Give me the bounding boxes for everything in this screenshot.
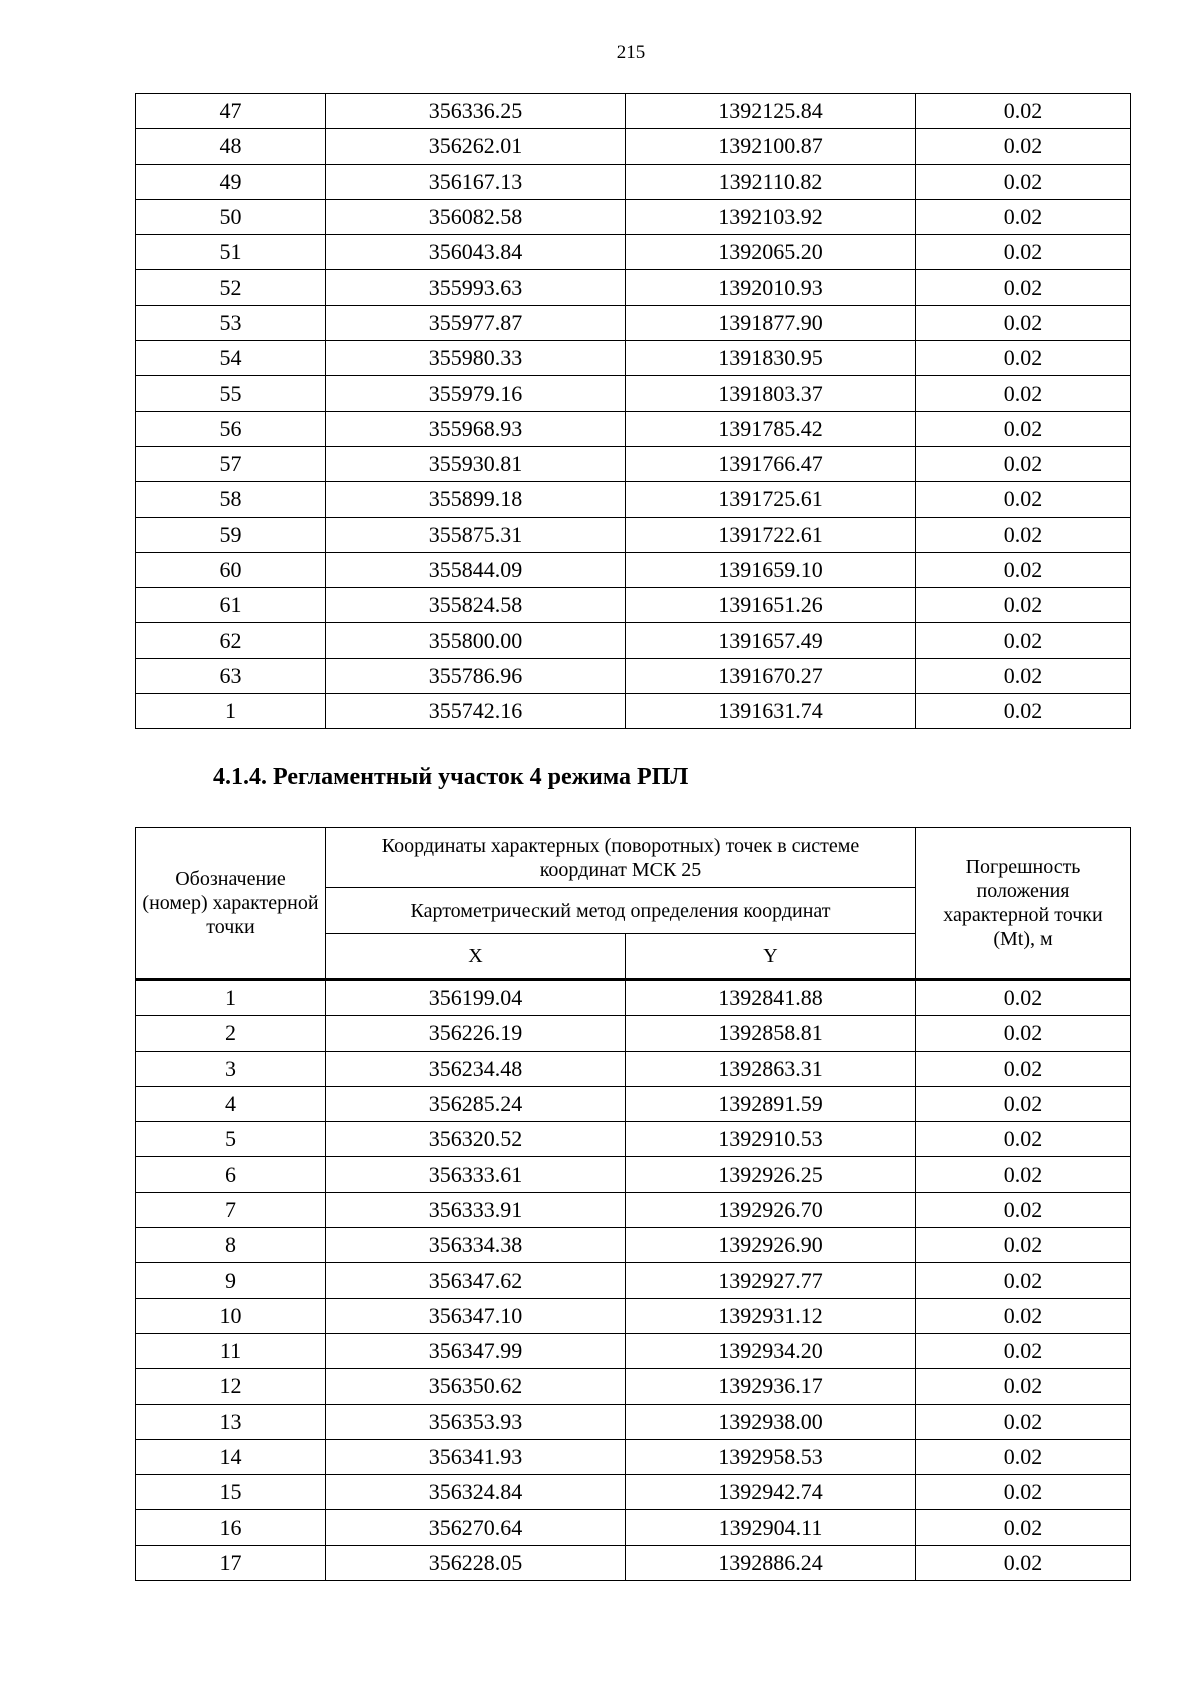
x-coordinate-cell: 356333.61 (326, 1157, 626, 1192)
x-coordinate-cell: 356347.10 (326, 1298, 626, 1333)
y-coordinate-cell: 1392103.92 (626, 199, 916, 234)
point-number-cell: 15 (136, 1475, 326, 1510)
x-coordinate-cell: 356228.05 (326, 1545, 626, 1580)
y-coordinate-cell: 1392125.84 (626, 94, 916, 129)
error-cell: 0.02 (916, 1545, 1131, 1580)
y-coordinate-cell: 1392100.87 (626, 129, 916, 164)
point-number-cell: 4 (136, 1086, 326, 1121)
error-cell: 0.02 (916, 376, 1131, 411)
x-coordinate-cell: 356334.38 (326, 1228, 626, 1263)
y-coordinate-cell: 1392958.53 (626, 1439, 916, 1474)
y-coordinate-cell: 1392926.25 (626, 1157, 916, 1192)
error-cell: 0.02 (916, 482, 1131, 517)
table-row (136, 1228, 1131, 1263)
y-coordinate-cell: 1391659.10 (626, 552, 916, 587)
y-coordinate-cell: 1391766.47 (626, 446, 916, 481)
point-number-cell: 51 (136, 235, 326, 270)
header-error: Погрешность положения характерной точки (Mt), м (916, 828, 1131, 980)
error-cell: 0.02 (916, 129, 1131, 164)
point-number-cell: 12 (136, 1369, 326, 1404)
x-coordinate-cell: 355979.16 (326, 376, 626, 411)
error-cell: 0.02 (916, 1016, 1131, 1051)
error-cell: 0.02 (916, 235, 1131, 270)
error-cell: 0.02 (916, 517, 1131, 552)
point-number-cell: 49 (136, 164, 326, 199)
header-y: Y (626, 934, 916, 980)
error-cell: 0.02 (916, 1086, 1131, 1121)
y-coordinate-cell: 1391830.95 (626, 341, 916, 376)
point-number-cell: 52 (136, 270, 326, 305)
error-cell: 0.02 (916, 1439, 1131, 1474)
x-coordinate-cell: 356333.91 (326, 1192, 626, 1227)
x-coordinate-cell: 355977.87 (326, 305, 626, 340)
error-cell: 0.02 (916, 1298, 1131, 1333)
table-row (136, 1192, 1131, 1227)
table-row (136, 1369, 1131, 1404)
y-coordinate-cell: 1392942.74 (626, 1475, 916, 1510)
header-x: X (326, 934, 626, 980)
error-cell: 0.02 (916, 623, 1131, 658)
y-coordinate-cell: 1391670.27 (626, 658, 916, 693)
y-coordinate-cell: 1392065.20 (626, 235, 916, 270)
point-number-cell: 16 (136, 1510, 326, 1545)
y-coordinate-cell: 1392858.81 (626, 1016, 916, 1051)
error-cell: 0.02 (916, 1510, 1131, 1545)
point-number-cell: 14 (136, 1439, 326, 1474)
table-row (136, 1016, 1131, 1051)
point-number-cell: 57 (136, 446, 326, 481)
x-coordinate-cell: 356167.13 (326, 164, 626, 199)
point-number-cell: 48 (136, 129, 326, 164)
point-number-cell: 7 (136, 1192, 326, 1227)
error-cell: 0.02 (916, 1157, 1131, 1192)
error-cell: 0.02 (916, 305, 1131, 340)
section-heading: 4.1.4. Регламентный участок 4 режима РПЛ (213, 764, 689, 790)
y-coordinate-cell: 1391651.26 (626, 588, 916, 623)
table-row (136, 411, 1131, 446)
point-number-cell: 9 (136, 1263, 326, 1298)
y-coordinate-cell: 1392010.93 (626, 270, 916, 305)
error-cell: 0.02 (916, 1263, 1131, 1298)
point-number-cell: 47 (136, 94, 326, 129)
y-coordinate-cell: 1392934.20 (626, 1333, 916, 1368)
point-number-cell: 55 (136, 376, 326, 411)
y-coordinate-cell: 1391631.74 (626, 694, 916, 729)
table-header (136, 828, 1131, 980)
x-coordinate-cell: 355980.33 (326, 341, 626, 376)
error-cell: 0.02 (916, 199, 1131, 234)
table-row (136, 446, 1131, 481)
table-row (136, 341, 1131, 376)
table-row (136, 376, 1131, 411)
header-method: Картометрический метод определения координат (326, 888, 916, 934)
point-number-cell: 13 (136, 1404, 326, 1439)
error-cell: 0.02 (916, 694, 1131, 729)
x-coordinate-cell: 356234.48 (326, 1051, 626, 1086)
point-number-cell: 63 (136, 658, 326, 693)
error-cell: 0.02 (916, 1404, 1131, 1439)
table-row (136, 1475, 1131, 1510)
error-cell: 0.02 (916, 1192, 1131, 1227)
x-coordinate-cell: 356347.62 (326, 1263, 626, 1298)
x-coordinate-cell: 356320.52 (326, 1122, 626, 1157)
y-coordinate-cell: 1392936.17 (626, 1369, 916, 1404)
y-coordinate-cell: 1391725.61 (626, 482, 916, 517)
table-row (136, 305, 1131, 340)
x-coordinate-cell: 355968.93 (326, 411, 626, 446)
y-coordinate-cell: 1392110.82 (626, 164, 916, 199)
header-point-designation: Обозначение (номер) характерной точки (136, 828, 326, 980)
x-coordinate-cell: 355875.31 (326, 517, 626, 552)
x-coordinate-cell: 356270.64 (326, 1510, 626, 1545)
y-coordinate-cell: 1392931.12 (626, 1298, 916, 1333)
y-coordinate-cell: 1392904.11 (626, 1510, 916, 1545)
x-coordinate-cell: 355930.81 (326, 446, 626, 481)
point-number-cell: 50 (136, 199, 326, 234)
error-cell: 0.02 (916, 1122, 1131, 1157)
y-coordinate-cell: 1391722.61 (626, 517, 916, 552)
x-coordinate-cell: 355800.00 (326, 623, 626, 658)
point-number-cell: 56 (136, 411, 326, 446)
x-coordinate-cell: 356324.84 (326, 1475, 626, 1510)
error-cell: 0.02 (916, 446, 1131, 481)
table-body (136, 94, 1131, 729)
point-number-cell: 54 (136, 341, 326, 376)
error-cell: 0.02 (916, 1475, 1131, 1510)
point-number-cell: 1 (136, 694, 326, 729)
point-number-cell: 61 (136, 588, 326, 623)
x-coordinate-cell: 355899.18 (326, 482, 626, 517)
x-coordinate-cell: 355824.58 (326, 588, 626, 623)
error-cell: 0.02 (916, 980, 1131, 1016)
x-coordinate-cell: 356226.19 (326, 1016, 626, 1051)
x-coordinate-cell: 356347.99 (326, 1333, 626, 1368)
x-coordinate-cell: 355844.09 (326, 552, 626, 587)
error-cell: 0.02 (916, 1333, 1131, 1368)
error-cell: 0.02 (916, 411, 1131, 446)
y-coordinate-cell: 1392926.90 (626, 1228, 916, 1263)
x-coordinate-cell: 356199.04 (326, 980, 626, 1016)
y-coordinate-cell: 1392841.88 (626, 980, 916, 1016)
x-coordinate-cell: 355993.63 (326, 270, 626, 305)
table-row (136, 129, 1131, 164)
point-number-cell: 10 (136, 1298, 326, 1333)
y-coordinate-cell: 1391785.42 (626, 411, 916, 446)
error-cell: 0.02 (916, 164, 1131, 199)
point-number-cell: 60 (136, 552, 326, 587)
y-coordinate-cell: 1391657.49 (626, 623, 916, 658)
table-row (136, 517, 1131, 552)
table-row (136, 1439, 1131, 1474)
error-cell: 0.02 (916, 658, 1131, 693)
point-number-cell: 59 (136, 517, 326, 552)
header-coordinates-title: Координаты характерных (поворотных) точек в системе координат МСК 25 (326, 828, 916, 888)
point-number-cell: 58 (136, 482, 326, 517)
y-coordinate-cell: 1392927.77 (626, 1263, 916, 1298)
table-row (136, 1510, 1131, 1545)
x-coordinate-cell: 355786.96 (326, 658, 626, 693)
table-row (136, 164, 1131, 199)
y-coordinate-cell: 1392891.59 (626, 1086, 916, 1121)
y-coordinate-cell: 1392910.53 (626, 1122, 916, 1157)
x-coordinate-cell: 355742.16 (326, 694, 626, 729)
table-row (136, 270, 1131, 305)
table-row (136, 1122, 1131, 1157)
table-row (136, 623, 1131, 658)
point-number-cell: 17 (136, 1545, 326, 1580)
table-body (136, 980, 1131, 1581)
table-row (136, 1545, 1131, 1580)
point-number-cell: 2 (136, 1016, 326, 1051)
point-number-cell: 3 (136, 1051, 326, 1086)
table-row (136, 1157, 1131, 1192)
table-row (136, 1404, 1131, 1439)
table-row (136, 694, 1131, 729)
table-row (136, 1263, 1131, 1298)
x-coordinate-cell: 356285.24 (326, 1086, 626, 1121)
point-number-cell: 6 (136, 1157, 326, 1192)
table-row (136, 482, 1131, 517)
y-coordinate-cell: 1392938.00 (626, 1404, 916, 1439)
error-cell: 0.02 (916, 588, 1131, 623)
x-coordinate-cell: 356353.93 (326, 1404, 626, 1439)
x-coordinate-cell: 356350.62 (326, 1369, 626, 1404)
error-cell: 0.02 (916, 94, 1131, 129)
x-coordinate-cell: 356082.58 (326, 199, 626, 234)
error-cell: 0.02 (916, 552, 1131, 587)
point-number-cell: 62 (136, 623, 326, 658)
table-row (136, 1298, 1131, 1333)
x-coordinate-cell: 356262.01 (326, 129, 626, 164)
table-row (136, 199, 1131, 234)
y-coordinate-cell: 1392863.31 (626, 1051, 916, 1086)
x-coordinate-cell: 356043.84 (326, 235, 626, 270)
coordinates-table-section-4 (135, 827, 1131, 1581)
table-row (136, 235, 1131, 270)
table-row (136, 94, 1131, 129)
table-row (136, 1086, 1131, 1121)
table-row (136, 1051, 1131, 1086)
x-coordinate-cell: 356336.25 (326, 94, 626, 129)
table-row (136, 658, 1131, 693)
table-row (136, 1333, 1131, 1368)
y-coordinate-cell: 1392886.24 (626, 1545, 916, 1580)
error-cell: 0.02 (916, 1369, 1131, 1404)
point-number-cell: 8 (136, 1228, 326, 1263)
error-cell: 0.02 (916, 270, 1131, 305)
point-number-cell: 53 (136, 305, 326, 340)
error-cell: 0.02 (916, 1228, 1131, 1263)
coordinates-table-continued (135, 93, 1131, 729)
point-number-cell: 5 (136, 1122, 326, 1157)
x-coordinate-cell: 356341.93 (326, 1439, 626, 1474)
table-row (136, 552, 1131, 587)
y-coordinate-cell: 1391877.90 (626, 305, 916, 340)
y-coordinate-cell: 1392926.70 (626, 1192, 916, 1227)
error-cell: 0.02 (916, 1051, 1131, 1086)
table-row (136, 588, 1131, 623)
y-coordinate-cell: 1391803.37 (626, 376, 916, 411)
table-row (136, 980, 1131, 1016)
error-cell: 0.02 (916, 341, 1131, 376)
point-number-cell: 1 (136, 980, 326, 1016)
point-number-cell: 11 (136, 1333, 326, 1368)
page-number: 215 (616, 42, 646, 63)
